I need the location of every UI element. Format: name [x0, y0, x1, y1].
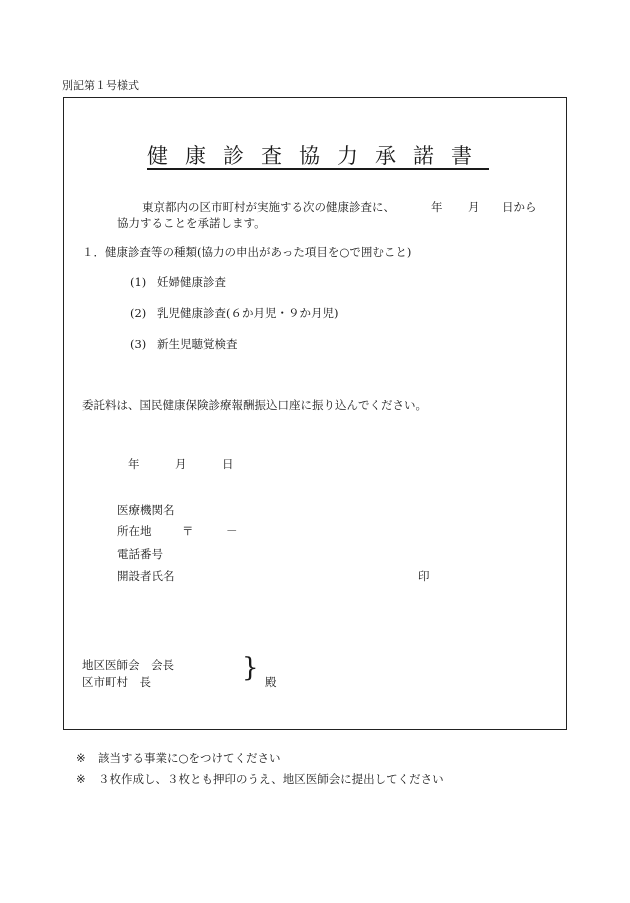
date-day: 日	[222, 457, 234, 471]
note-1-mark: ※	[76, 751, 86, 765]
item-1-num: (1)	[130, 275, 147, 289]
addressee-line1: 地区医師会 会長	[82, 658, 174, 672]
item-1-label: 妊婦健康診査	[157, 275, 226, 289]
page-title: 健康診査協力承諾書	[147, 144, 489, 168]
honorific: 殿	[265, 675, 277, 689]
item-2-num: (2)	[130, 306, 147, 320]
section1-heading: １．健康診査等の種類(協力の申出があった項目を○で囲むこと)	[82, 245, 412, 259]
fee-text: 委託料は、国民健康保険診療報酬振込口座に振り込んでください。	[82, 398, 427, 412]
intro-line2: 協力することを承諾します。	[117, 216, 266, 230]
intro-year: 年	[431, 200, 443, 214]
date-month: 月	[175, 457, 187, 471]
seal-mark: 印	[418, 569, 430, 583]
intro-day-from: 日から	[502, 200, 537, 214]
item-3-num: (3)	[130, 337, 147, 351]
address-label: 所在地	[117, 524, 152, 538]
addressee-line2: 区市町村 長	[82, 675, 151, 689]
date-year: 年	[128, 457, 140, 471]
form-frame	[63, 97, 567, 730]
intro-month: 月	[468, 200, 480, 214]
note-2-text: ３枚作成し、３枚とも押印のうえ、地区医師会に提出してください	[98, 772, 444, 786]
intro-line1: 東京都内の区市町村が実施する次の健康診査に、	[142, 200, 395, 214]
note-1-text: 該当する事業に○をつけてください	[98, 751, 281, 765]
note-2-mark: ※	[76, 772, 86, 786]
postal-mark: 〒	[182, 524, 194, 538]
founder-label: 開設者氏名	[117, 569, 175, 583]
postal-dash: －	[226, 524, 238, 538]
item-3-label: 新生児聴覚検査	[157, 337, 238, 351]
facility-name-label: 医療機関名	[117, 503, 175, 517]
addressee-brace: }	[242, 653, 259, 683]
item-2-label: 乳児健康診査(６か月児・９か月児)	[157, 306, 339, 320]
form-number: 別記第１号様式	[62, 79, 139, 92]
phone-label: 電話番号	[117, 547, 163, 561]
